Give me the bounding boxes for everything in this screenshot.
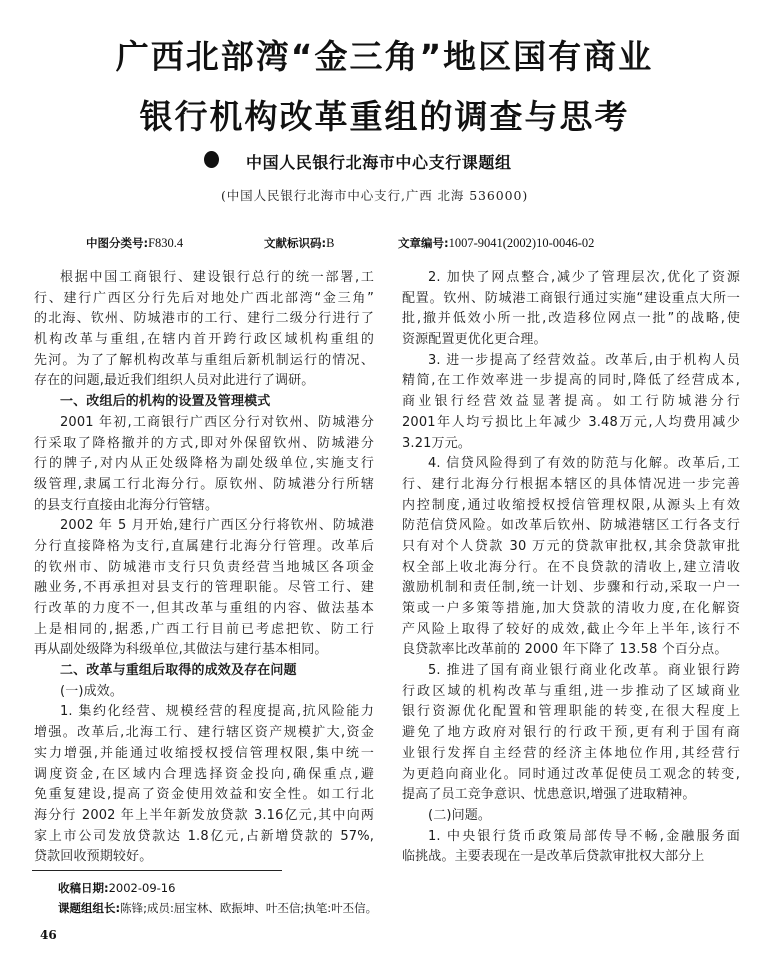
- text-line: 的钦州市、防城港市支行只负责经营当地城区各项金: [34, 559, 374, 575]
- author-row: [0, 150, 769, 174]
- text-line: 提高了员工竞争意识、忧患意识,增强了进取精神。: [402, 787, 696, 803]
- author-affiliation: (中国人民银行北海市中心支行,广西 北海 536000): [221, 188, 529, 203]
- text-line: 5. 推进了国有商业银行商业化改革。商业银行跨: [428, 663, 740, 679]
- text-line: 为更趋向商业化。同时通过改革促使员工观念的转变,: [402, 766, 740, 782]
- text-line: 业银行发挥自主经营的经济主体地位作用,其经营行: [402, 745, 740, 761]
- text-line: 海分行 2002 年上半年新发放贷款 3.16亿元,其中向两: [34, 807, 374, 823]
- text-line: 的北海、钦州、防城港市的工行、建行二级分行进行了: [34, 311, 374, 327]
- text-line: 临挑战。主要表现在一是改革后贷款审批权大部分上: [402, 849, 705, 865]
- text-line: 防范信贷风险。如改革后钦州、防城港辖区工行各支行: [402, 518, 740, 534]
- text-line: (一)成效。: [60, 683, 124, 699]
- text-line: 2001年人均亏损比上年减少 3.48万元,人均费用减少: [402, 414, 740, 430]
- text-line: 免重复建设,提高了资金使用效益和安全性。如工行北: [34, 787, 374, 803]
- group-label: 课题组组长:: [58, 901, 121, 915]
- article-no-value: 1007-9041(2002)10-0046-02: [448, 236, 595, 250]
- text-line: 商业银行经营效益显著提高。如工行防城港分行: [402, 394, 740, 410]
- text-line: 1. 集约化经营、规模经营的程度提高,抗风险能力: [60, 704, 374, 720]
- text-line: 再从副处级降为科级单位,其做法与建行基本相同。: [34, 642, 328, 658]
- received-date: [58, 880, 175, 896]
- text-line: 上是相同的,据悉,广西工行目前已考虑把钦、防工行: [34, 621, 374, 637]
- text-line: 2002 年 5 月开始,建行广西区分行将钦州、防城港: [60, 518, 374, 534]
- text-line: 存在的问题,最近我们组织人员对此进行了调研。: [34, 373, 315, 389]
- text-line: 策或一户多策等措施,加大贷款的清收力度,在化解资: [402, 601, 740, 616]
- text-line: 4. 信贷风险得到了有效的防范与化解。改革后,工: [428, 456, 740, 472]
- text-line: 3.21万元。: [402, 435, 471, 451]
- text-line: 只有对个人贷款 30 万元的贷款审批权,其余贷款审批: [402, 538, 740, 554]
- text-line: 的县支行直接由北海分行管辖。: [34, 497, 219, 513]
- text-line: 二、改革与重组后取得的成效及存在问题: [60, 663, 297, 679]
- text-line: 行政区域的机构改革与重组,进一步推动了区域商业: [402, 683, 740, 699]
- clc-value: F830.4: [148, 236, 184, 250]
- text-line: 分行直接降格为支行,直属建行北海分行管理。改革后: [34, 538, 374, 554]
- article-title-line-1: 广西北部湾“金三角”地区国有商业: [115, 37, 654, 76]
- text-line: 行采取了降格撤并的方式,即对外保留钦州、防城港分: [34, 435, 374, 451]
- article-no-label: 文章编号:: [398, 236, 449, 250]
- text-line: 内控制度,通过收缩授权授信管理权限,从源头上有效: [402, 497, 740, 513]
- text-line: 实力增强,并能通过收缩授权授信管理权限,集中统一: [34, 745, 374, 761]
- text-line: 行改革的力度不一,但其改革与重组的内容、做法基本: [34, 601, 374, 616]
- research-group: [58, 900, 377, 916]
- text-line: 贷款回收预期较好。: [34, 849, 153, 865]
- left-column: [34, 268, 374, 868]
- page-number: 46: [40, 928, 57, 942]
- text-line: 批,撤并低效小所一批,改造移位网点一批”的战略,使: [402, 311, 740, 327]
- group-value: 陈锋;成员:屈宝林、欧振坤、叶丕信;执笔:叶丕信。: [120, 901, 378, 915]
- text-line: 1. 中央银行货币政策局部传导不畅,金融服务面: [428, 828, 740, 844]
- text-line: 2. 加快了网点整合,减少了管理层次,优化了资源: [428, 270, 740, 285]
- text-line: 产风险上取得了较好的成效,截止今年上半年,该行不: [402, 621, 740, 637]
- text-line: 根据中国工商银行、建设银行总行的统一部署,工: [60, 270, 374, 285]
- text-line: 融业务,不再承担对县支行的管理职能。尽管工行、建: [34, 580, 374, 596]
- text-line: 先河。为了了解机构改革与重组后新机制运行的情况、: [34, 352, 374, 368]
- text-line: 行、建行广西区分行先后对地处广西北部湾“金三角”: [34, 290, 374, 306]
- text-line: 机构改革与重组,在辖内首开跨行政区域机构重组的: [34, 332, 374, 348]
- text-line: 行、建行北海分行根据本辖区的具体情况进一步完善: [402, 476, 740, 492]
- text-line: 行的牌子,对内从正处级降格为副处级单位,实施支行: [34, 456, 374, 472]
- text-line: 家上市公司发放贷款达 1.8亿元,占新增贷款的 57%,: [34, 828, 374, 844]
- article-title-line-2: 银行机构改革重组的调查与思考: [139, 97, 630, 136]
- document-code: [264, 235, 334, 251]
- received-value: 2002-09-16: [108, 881, 176, 895]
- text-line: 调度资金,在区域内合理选择资金投向,确保重点,避: [34, 766, 374, 782]
- doc-code-value: B: [326, 236, 335, 250]
- text-line: 良贷款率比改革前的 2000 年下降了 13.58 个百分点。: [402, 642, 728, 658]
- author-name: 中国人民银行北海市中心支行课题组: [246, 153, 512, 172]
- clc-label: 中图分类号:: [86, 236, 149, 250]
- text-line: 激励机制和责任制,统一计划、步骤和行动,采取一户一: [402, 580, 740, 596]
- text-line: 精简,在工作效率进一步提高的同时,降低了经营成本,: [402, 373, 740, 389]
- text-line: 配置。钦州、防城港工商银行通过实施“建设重点大所一: [402, 290, 740, 306]
- text-line: 避免了地方政府对银行的行政干预,更有利于国有商: [402, 725, 740, 741]
- article-number: [398, 235, 594, 251]
- text-line: 权全部上收北海分行。在不良贷款的清收上,建立清收: [402, 559, 740, 575]
- text-line: 一、改组后的机构的设置及管理模式: [60, 394, 271, 410]
- received-label: 收稿日期:: [58, 881, 109, 895]
- bullet-dot-icon: [204, 151, 219, 168]
- text-line: 资源配置更优化更合理。: [402, 332, 547, 348]
- text-line: 3. 进一步提高了经营效益。改革后,由于机构人员: [428, 352, 740, 368]
- right-column: [402, 268, 740, 868]
- clc-number: [86, 235, 183, 251]
- text-line: (二)问题。: [428, 807, 492, 823]
- footnote-divider: [32, 870, 282, 871]
- text-line: 增强。改革后,北海工行、建行辖区资产规模扩大,资金: [34, 725, 374, 741]
- text-line: 银行资源优化配置和管理职能的转变,在很大程度上: [402, 704, 740, 720]
- text-line: 2001 年初,工商银行广西区分行对钦州、防城港分: [60, 414, 374, 430]
- doc-code-label: 文献标识码:: [264, 236, 327, 250]
- text-line: 级管理,隶属工行北海分行。原钦州、防城港分行所辖: [34, 476, 374, 492]
